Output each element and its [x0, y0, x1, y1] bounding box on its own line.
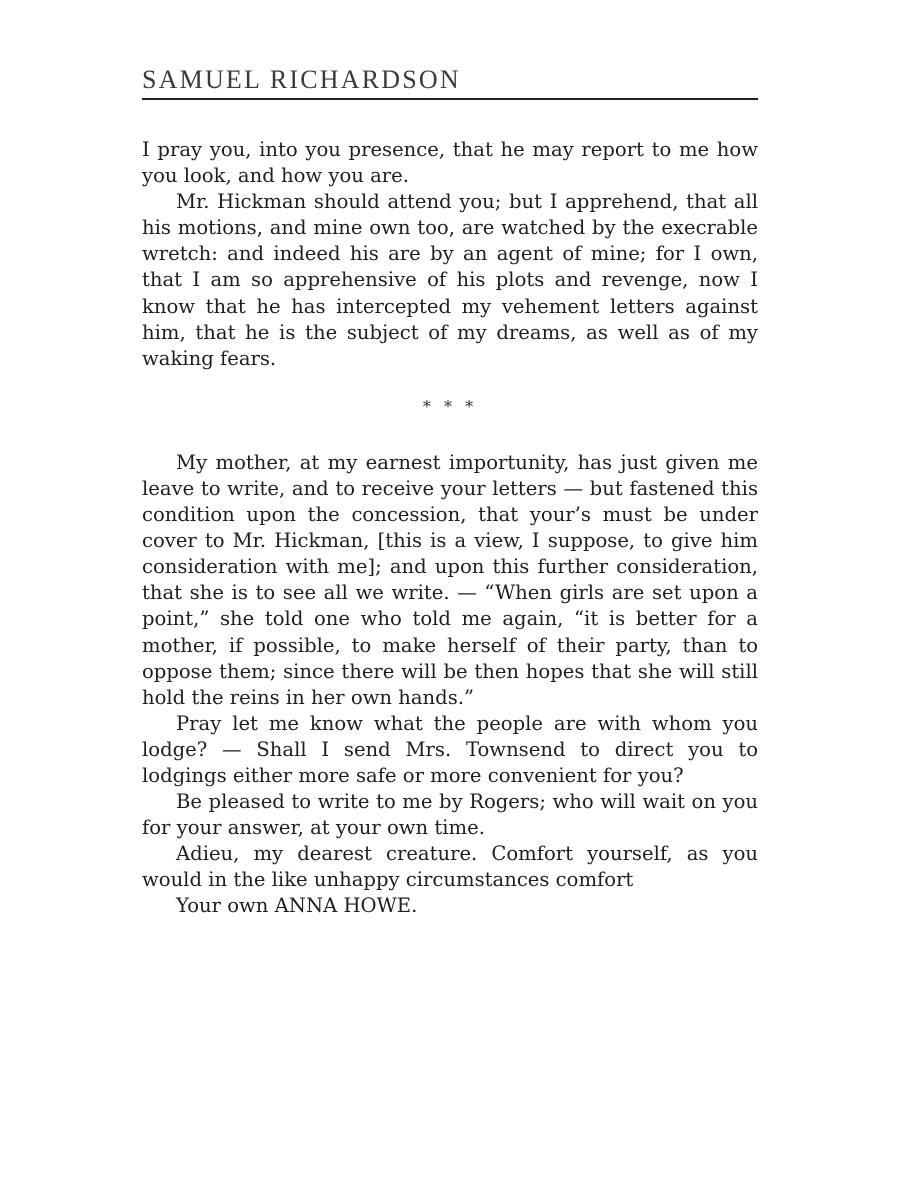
running-head-title: SAMUEL RICHARDSON: [142, 64, 758, 100]
paragraph-rogers: Be pleased to write to me by Rogers; who will wait on you for your answer, at your own time.: [142, 790, 758, 840]
paragraph-adieu: Adieu, my dearest creature. Comfort yourself, as you would in the like unhappy circumstances comfort: [142, 842, 758, 892]
paragraph-mother: My mother, at my earnest importunity, has just given me leave to write, and to receive your letters — but fastened this condition upon the concession, that your’s must be under cover to Mr. Hickman, [this is a view, I suppose, to give him consideration with me]; and upon this further consideration, that she is to see all we write. — “When girls are set upon a point,” she told one who told me again, “it is better for a mother, if possible, to make herself of their party, than to oppose them; since there will be then hopes that she will still hold the reins in her own hands.”: [142, 450, 758, 709]
paragraph-presence: I pray you, into you presence, that he may report to me how you look, and how you are.: [142, 138, 758, 188]
letter-signature: Your own ANNA HOWE.: [176, 894, 418, 918]
page-body: [142, 137, 758, 920]
paragraph-lodge: Pray let me know what the people are with whom you lodge? — Shall I send Mrs. Townsend to direct you to lodgings either more safe or more convenient for you?: [142, 711, 758, 787]
section-separator: * * *: [422, 396, 478, 416]
book-page: [142, 64, 758, 920]
paragraph-hickman: Mr. Hickman should attend you; but I apprehend, that all his motions, and mine own too, are watched by the execrable wretch: and indeed his are by an agent of mine; for I own, that I am so apprehensive of his plots and revenge, now I know that he has intercepted my vehement letters against him, that he is the subject of my dreams, as well as of my waking fears.: [142, 190, 758, 370]
